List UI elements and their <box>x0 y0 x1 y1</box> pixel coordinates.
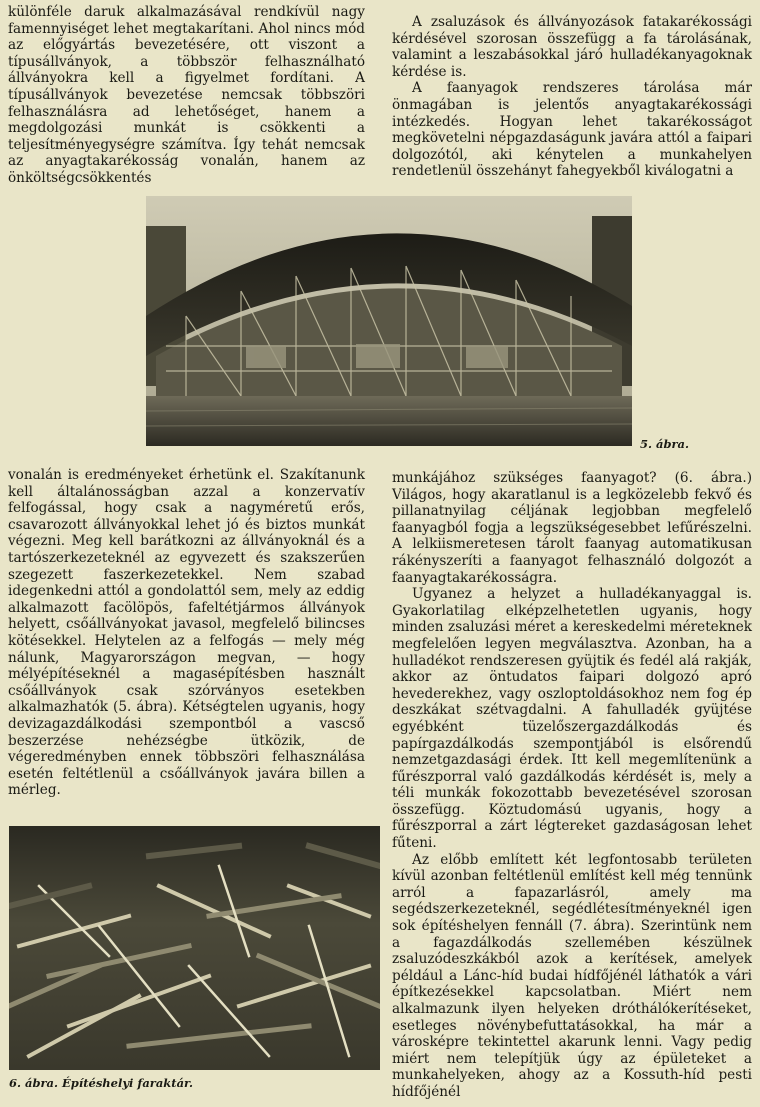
paragraph: Ugyanez a helyzet a hulladékanyaggal is. Gyakorlatilag elképzelhetetlen ugyanis, hogy minden zsaluzási méret a kereskedelmi méreteknek megfelelően legyen megválasztva. Azonban, ha a hulladékot rendszeresen gyüjtik és fedél alá rakják, akkor az öntudatos faipari dolgozó apró hevederekhez, vagy oszloptoldásokhoz nem fog ép deszkákat szétvagdalni. A fahulladék gyüjtése egyébként tüzelőszergazdálkodás és papírgazdálkodás szempontjából is elsőrendű nemzetgazdasági érdek. Itt kell megemlítenünk a fűrészporral való gazdálkodás kérdését is, mely a téli munkák fokozottabb bevezetésével szorosan összefügg. Köztudomású ugyanis, hogy a fűrészporral a zárt légtereket gazdaságosan lehet fűteni. <box>392 586 752 852</box>
paragraph: A faanyagok rendszeres tárolása már önmagában is jelentős anyagtakarékossági intézkedés. Hogyan lehet takarékosságot megkövetelni népgazdaságunk javára attól a faipari dolgozótól, aki kénytelen a munkahelyen rendetlenül összehányt fahegyekből kiválogatni a <box>392 80 752 180</box>
paragraph: A zsaluzások és állványozások fatakarékossági kérdésével szorosan összefügg a fa tárolásának, valamint a leszabásokkal járó hulladékanyagoknak kérdése is. <box>392 14 752 80</box>
figure-6-caption: 6. ábra. Építéshelyi faraktár. <box>9 1076 194 1090</box>
scaffold-arch-image <box>146 196 632 446</box>
figure-5-caption: 5. ábra. <box>640 437 690 451</box>
text-column-right-bottom <box>392 470 752 1101</box>
paragraph: vonalán is eredményeket érhetünk el. Szakítanunk kell általánosságban azzal a konzervatív felfogással, hogy csak a nagyméretű erős, csavarozott állványokkal lehet jó és biztos munkát végezni. Meg kell barátkozni az állványoknál és a tartószerkezeteknél az egyvezett és szakszerűen szegezett faszerkezetekkel. Nem szabad idegenkedni attól a gondolattól sem, mely az eddig alkalmazott facölöpös, fafeltétjármos állványok helyett, csőállványokat javasol, megfelelő bilincses kötésekkel. Helytelen az a felfogás — mely még nálunk, Magyarországon megvan, — hogy mélyépítéseknél a magasépítésben használt csőállványok csak szórványos esetekben alkalmazhatók (5. ábra). Kétségtelen ugyanis, hogy devizagazdálkodási szempontból a vascső beszerzése nehézségbe ütközik, de végeredményben ennek többszöri felhasználása esetén feltétlenül a csőállványok javára billen a mérleg. <box>8 467 365 799</box>
figure-5-photo <box>146 196 632 446</box>
figure-6-photo <box>9 826 380 1070</box>
paragraph: különféle daruk alkalmazásával rendkívül nagy famennyiséget lehet megtakarítani. Ahol nincs mód az előgyártás bevezetésére, ott viszont a típusállványok, a többször felhasználható állványokra kell a figyelmet fordítani. A típusállványok bevezetése nemcsak többszöri felhasználásra ad lehetőséget, hanem a megdolgozási munkát is csökkenti a teljesítményegységre számítva. Így tehát nemcsak az anyagtakarékosság vonalán, hanem az önköltségcsökkentés <box>8 4 365 186</box>
timber-yard-image <box>9 826 380 1070</box>
paragraph: Az előbb említett két legfontosabb területen kívül azonban feltétlenül említést kell még tennünk arról a fapazarlásról, amely ma segédszerkezeteknél, segédlétesítményeknél igen sok építéshelyen fennáll (7. ábra). Szerintünk nem a fagazdálkodás szellemében készülnek zsaluzódeszkákból azok a kerítések, amelyek például a Lánc-híd budai hídfőjénél láthatók a vári építkezésekkel kapcsolatban. Miért nem alkalmazunk ilyen helyeken dróthálókerítéseket, esetleges növénybefuttatásokkal, ha már a városképre tekintettel akarunk lenni. Vagy pedig miért nem telepítjük úgy az épületeket a munkahelyeken, ahogy az a Kossuth-híd pesti hídfőjénél <box>392 851 752 1100</box>
text-column-left-bottom <box>8 467 365 799</box>
text-column-right-top <box>392 14 752 180</box>
text-column-left-top <box>8 4 365 187</box>
paragraph: munkájához szükséges faanyagot? (6. ábra.) Világos, hogy akaratlanul is a legközelebb fekvő és pillanatnyilag céljának legjobban megfelelő faanyagból fogja a legszükségesebbet lefűrészelni. A lelkiismeretesen tárolt faanyag automatikusan rákényszeríti a faanyagot felhasználó dolgozót a faanyagtakarékosságra. <box>392 470 752 586</box>
